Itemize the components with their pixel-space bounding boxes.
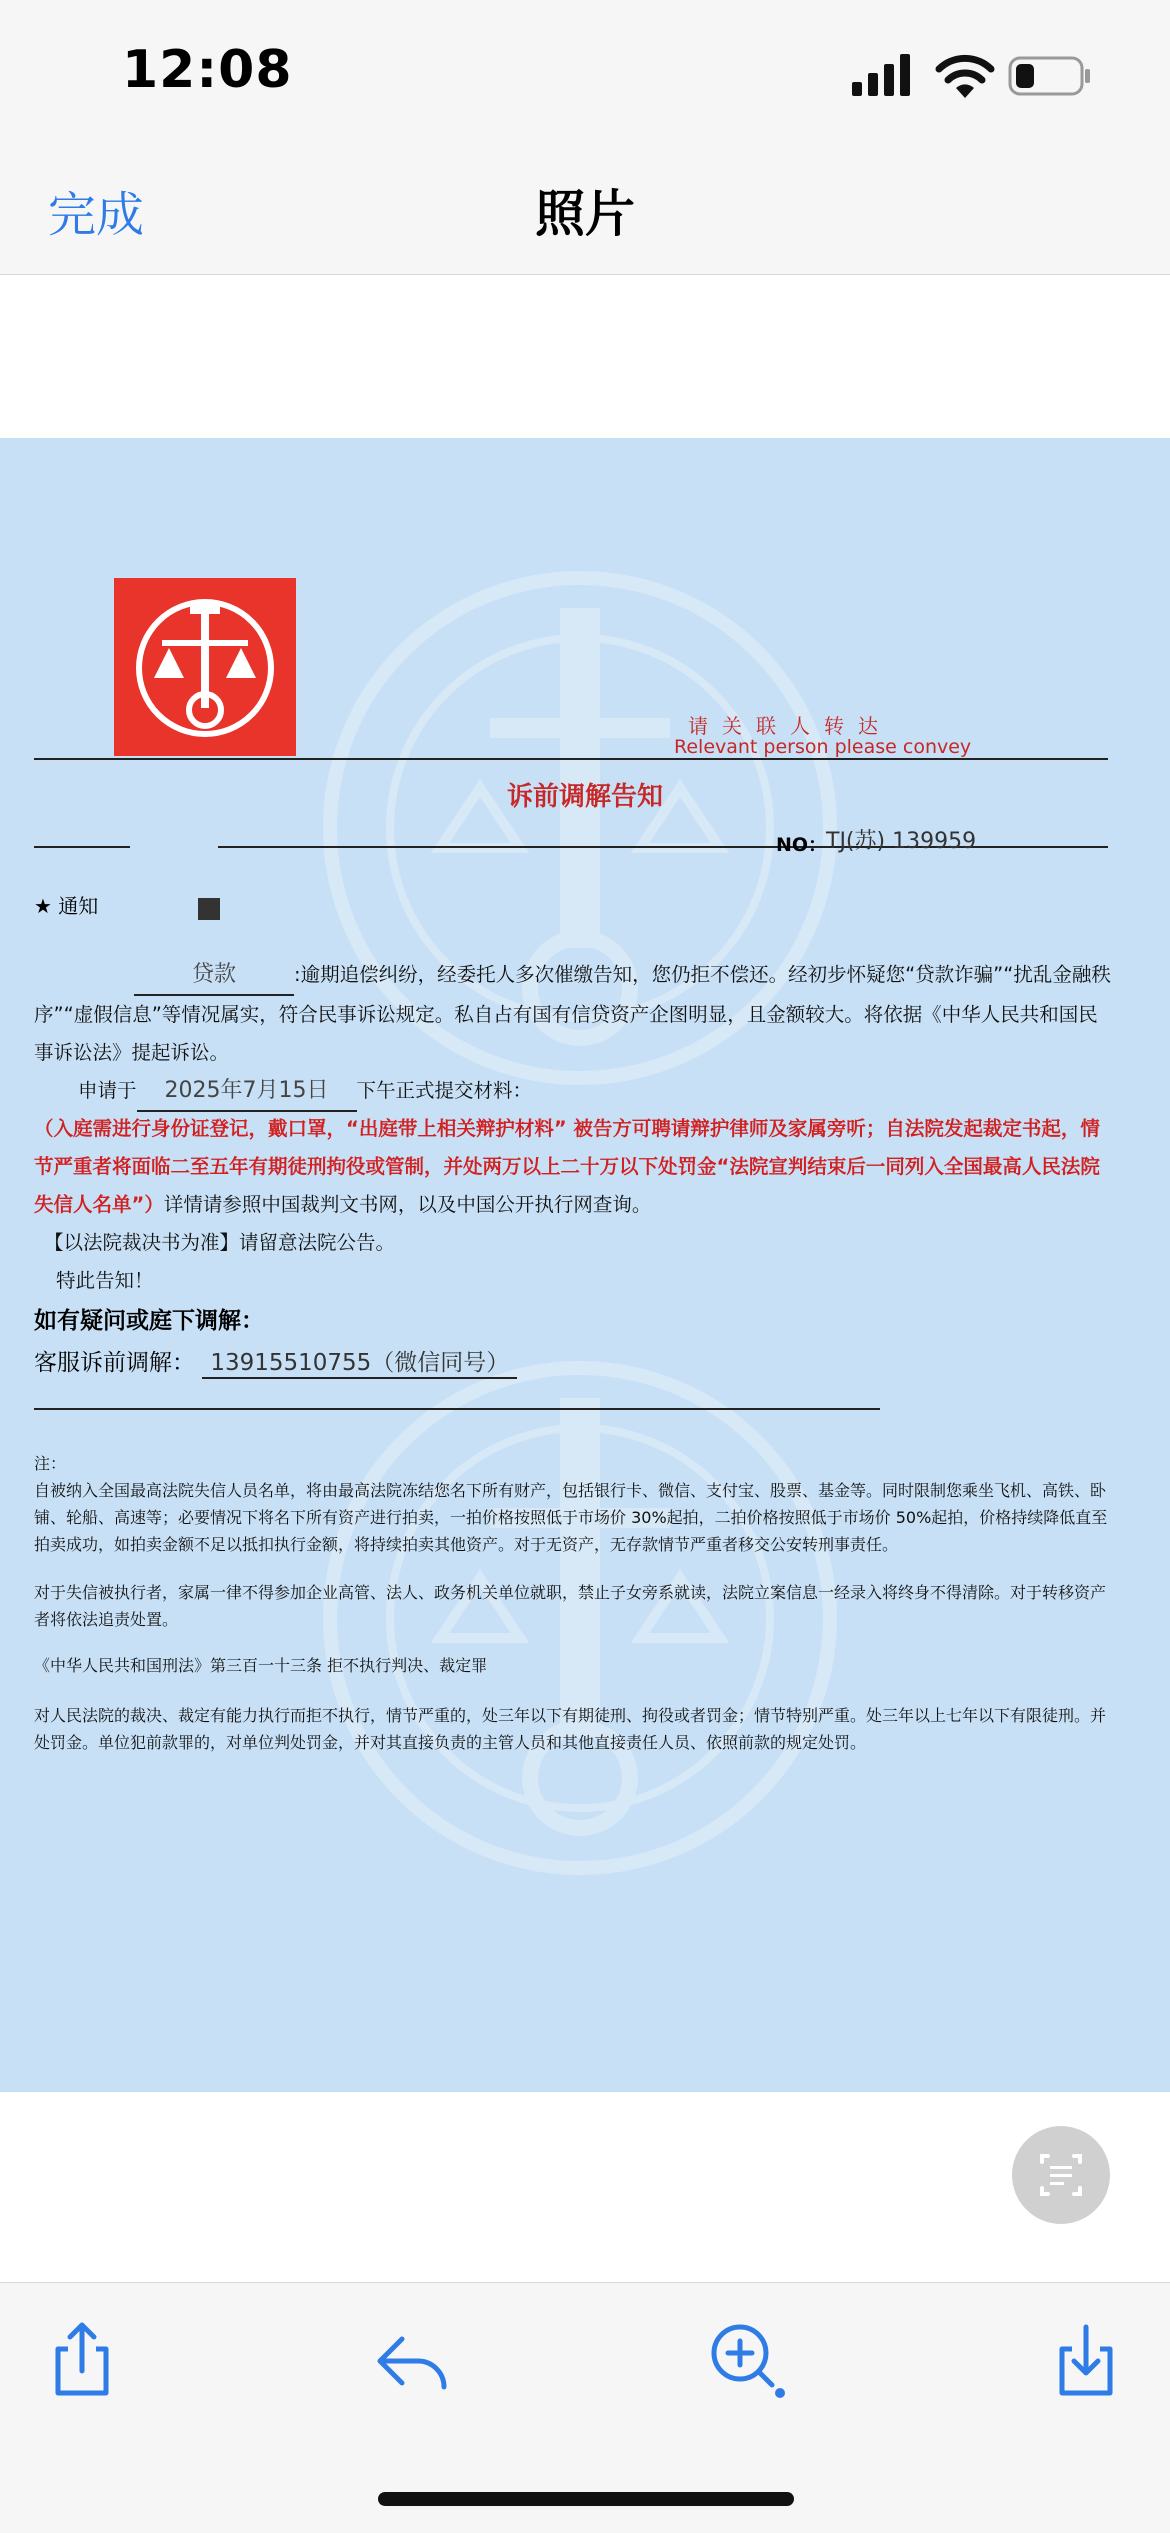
document-photo[interactable] xyxy=(0,438,1170,2092)
share-icon[interactable] xyxy=(42,2319,122,2399)
divider xyxy=(34,758,1108,760)
reply-icon[interactable] xyxy=(372,2319,452,2399)
paragraph-4 xyxy=(34,1224,1114,1262)
paragraph-5 xyxy=(34,1262,1114,1300)
wifi-icon xyxy=(934,54,996,98)
status-bar xyxy=(0,0,1170,150)
home-indicator[interactable] xyxy=(378,2492,794,2506)
page-title: 照片 xyxy=(535,185,635,243)
paragraph-1 xyxy=(34,956,1114,1072)
apply-prefix: 申请于 xyxy=(78,1079,137,1102)
divider xyxy=(34,846,130,848)
apply-suffix: 下午正式提交材料： xyxy=(356,1079,533,1102)
live-text-button[interactable] xyxy=(1012,2126,1110,2224)
battery-icon xyxy=(1008,54,1092,98)
done-button[interactable]: 完成 xyxy=(48,176,144,245)
court-emblem xyxy=(114,578,296,756)
scales-emblem-icon xyxy=(114,578,296,756)
case-number: TJ(苏) 139959 xyxy=(826,829,977,854)
paragraph-2 xyxy=(34,1072,1114,1112)
closing: 特此告知！ xyxy=(56,1269,154,1292)
court-notice: 【以法院裁决书为准】请留意法院公告。 xyxy=(44,1231,396,1254)
note-1: 自被纳入全国最高法院失信人员名单，将由最高法院冻结您名下所有财产，包括银行卡、微信、支付宝、股票、基金等。同时限制您乘坐飞机、高铁、卧铺、轮船、高速等；必要情况下将名下所有资产进行拍卖，一拍价格按照低于市场价 30%起拍，二拍价格按照低于市场价 50%起拍，价格持续降低直至拍卖成功，如拍卖金额不足以抵扣执行金额，将持续拍卖其他资产。对于无资产，无存款情节严重者移交公安转刑事责任。 xyxy=(34,1481,1108,1554)
live-text-icon xyxy=(1012,2126,1110,2224)
paragraph-1-text: :逾期追偿纠纷，经委托人多次催缴告知，您仍拒不偿还。经初步怀疑您“贷款诈骗”“扰乱金融秩序”“虚假信息”等情况属实，符合民事诉讼规定。私自占有国有信贷资产企图明显，且金额较大。将依据《中华人民共和国民事诉讼法》提起诉讼。 xyxy=(34,963,1111,1064)
redaction-block xyxy=(198,898,220,920)
note-2: 对于失信被执行者，家属一律不得参加企业高管、法人、政务机关单位就职，禁止子女旁系就读，法院立案信息一经录入将终身不得清除。对于转移资产者将依法追责处置。 xyxy=(34,1583,1107,1629)
paragraph-3 xyxy=(34,1110,1114,1224)
case-number-label: NO： xyxy=(776,834,828,856)
inquiry-heading: 如有疑问或庭下调解： xyxy=(34,1308,264,1334)
convey-cn: 请关联人转达 xyxy=(688,714,892,738)
convey-en: Relevant person please convey xyxy=(674,736,972,758)
nav-bar xyxy=(0,150,1170,275)
service-line xyxy=(34,1344,517,1379)
service-label: 客服诉前调解： xyxy=(34,1350,195,1376)
note-label: 注： xyxy=(34,1454,67,1473)
download-icon[interactable] xyxy=(1046,2319,1126,2399)
notice-title: 诉前调解告知 xyxy=(506,782,663,812)
divider xyxy=(34,1408,880,1410)
notify-heading: ★ 通知 xyxy=(34,894,99,918)
warning-text: （入庭需进行身份证登记，戴口罩，“出庭带上相关辩护材料” 被告方可聘请辩护律师及家属旁听；自法院发起裁定书起，情节严重者将面临二至五年有期徒刑拘役或管制，并处两万以上二十万以下处罚金“法院宣判结束后一同列入全国最高人民法院失信人名单”） xyxy=(34,1117,1100,1216)
law-title: 《中华人民共和国刑法》第三百一十三条 拒不执行判决、裁定罪 xyxy=(34,1656,488,1675)
zoom-in-icon[interactable] xyxy=(706,2319,786,2399)
cellular-signal-icon xyxy=(852,54,912,96)
paragraph-3-tail: 详情请参照中国裁判文书网，以及中国公开执行网查询。 xyxy=(163,1193,652,1216)
service-phone: 13915510755（微信同号） xyxy=(202,1344,517,1379)
filled-loan-type: 贷款 xyxy=(134,956,294,996)
law-text: 对人民法院的裁决、裁定有能力执行而拒不执行，情节严重的，处三年以下有期徒刑、拘役或者罚金；情节特别严重。处三年以上七年以下有限徒刑。并处罚金。单位犯前款罪的，对单位判处罚金，并对其直接负责的主管人员和其他直接责任人员、依照前款的规定处罚。 xyxy=(34,1706,1107,1752)
filled-date: 2025年7月15日 xyxy=(137,1072,357,1112)
status-time: 12:08 xyxy=(122,40,293,100)
